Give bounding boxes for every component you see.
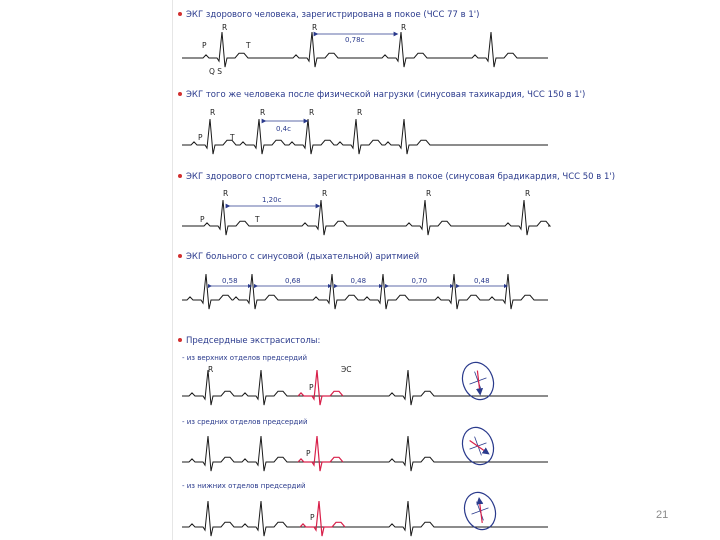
section-2-p-label: P [198,133,203,142]
upper-atrial-extrasystole [298,370,343,405]
section-3-r-label-3: R [426,189,432,198]
page-number: 21 [656,509,669,521]
section-2-bullet [178,92,182,96]
section-3-r-label-1: R [223,189,229,198]
section-1-bullet [178,12,182,16]
section-1-ecg-trace [182,32,548,67]
upper-atrial-r-label: R [208,365,214,374]
lower-atrial-extrasystole [300,501,345,536]
section-1-r-label-1: R [222,23,228,32]
section-1-p-label: P [202,41,207,50]
section-2-r-label-3: R [309,108,315,117]
lower-atrial-ecg-trace [182,501,548,536]
middle-atrial-p-label: P [306,449,311,458]
section-1-title: ЭКГ здорового человека, зарегистрирована в покое (ЧСС 77 в 1') [186,10,480,20]
section-2-interval-label: 0,4с [276,125,291,133]
section-5-bullet [178,338,182,342]
section-4-interval-label: 0,58 [222,277,238,285]
section-3-p-label: P [200,215,205,224]
section-3-r-label-2: R [322,189,328,198]
section-1-qs-label: Q S [209,67,223,76]
section-1-t-label: T [246,41,251,50]
section-3-ecg-trace [182,200,550,235]
section-4-interval-label: 0,48 [474,277,490,285]
lower-atrial-p-label: P [310,513,315,522]
section-2-title: ЭКГ того же человека после физической нагрузки (синусовая тахикардия, ЧСС 150 в 1') [186,90,586,100]
subsection-lower-title: - из нижних отделов предсердий [182,482,306,490]
section-1-r-label-2: R [312,23,318,32]
subsection-middle-title: - из средних отделов предсердий [182,418,308,426]
section-2-r-label-2: R [260,108,266,117]
section-3-interval-label: 1,20с [262,196,282,204]
upper-atrial-vector-icon [457,358,498,404]
section-5-title: Предсердные экстрасистолы: [186,336,321,346]
section-3-t-label: T [255,215,260,224]
section-3-r-label-4: R [525,189,531,198]
section-4-interval-label: 0,68 [285,277,301,285]
section-1-interval-label: 0,78с [345,36,365,44]
middle-atrial-extrasystole [298,436,343,471]
section-4-bullet [178,254,182,258]
section-2-r-label-1: R [210,108,216,117]
upper-atrial-es-label: ЭС [341,365,352,374]
section-4-intervals [210,277,506,286]
upper-atrial-p-label: P [309,383,314,392]
section-4-interval-label: 0,70 [411,277,428,285]
section-3-title: ЭКГ здорового спортсмена, зарегистрированная в покое (синусовая брадикардия, ЧСС 50 в 1') [186,172,616,182]
section-2-r-label-4: R [357,108,363,117]
subsection-upper-title: - из верхних отделов предсердий [182,354,308,362]
section-4-title: ЭКГ больного с синусовой (дыхательной) аритмией [186,252,420,262]
section-4-interval-label: 0,48 [350,277,367,285]
section-2-ecg-trace [182,119,548,154]
section-1-r-label-3: R [401,23,407,32]
section-2-t-label: T [230,133,235,142]
section-3-bullet [178,174,182,178]
